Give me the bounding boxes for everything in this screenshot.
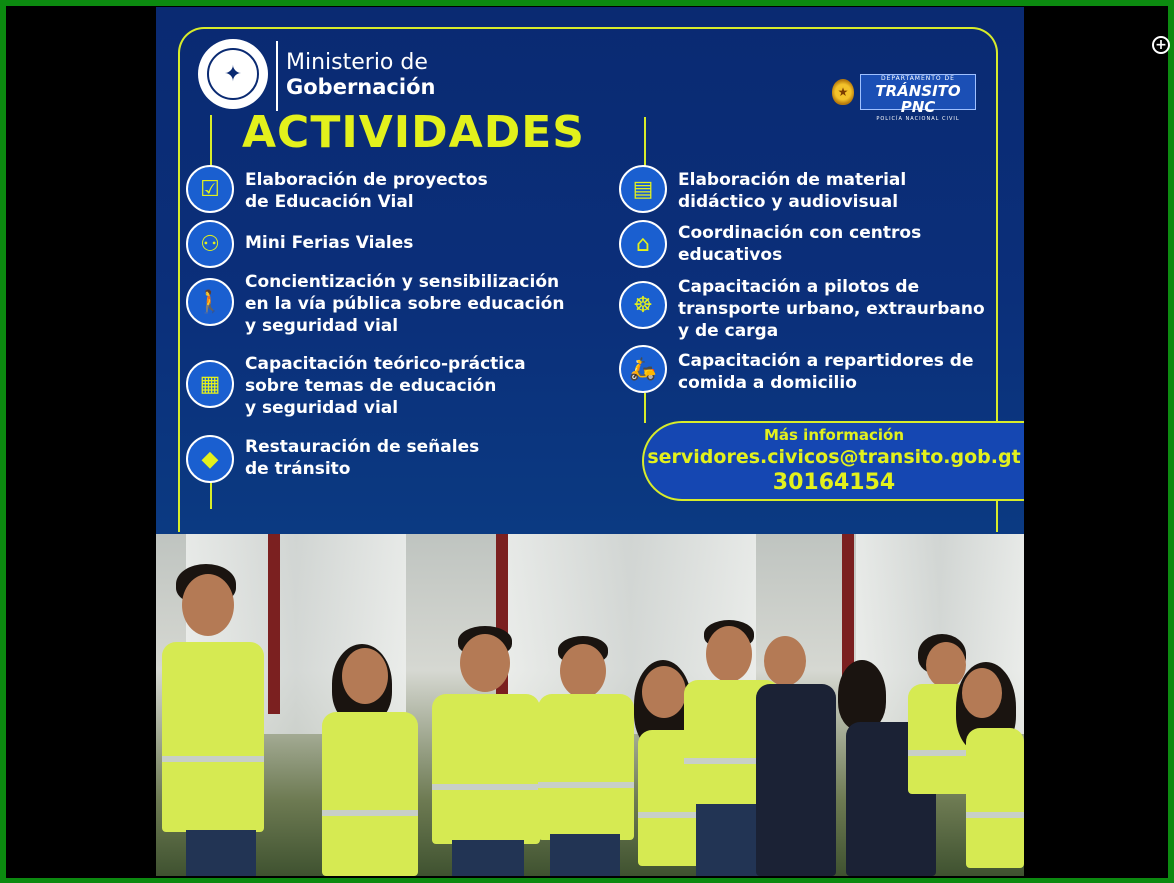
activity-item	[619, 345, 998, 394]
reflective-vest	[966, 728, 1024, 868]
person-legs	[186, 830, 256, 876]
school-crossing-sign-icon: ◆	[186, 435, 234, 483]
layout-material-icon: ▤	[619, 165, 667, 213]
people-meeting-icon: ⚇	[186, 220, 234, 268]
activity-label: Restauración de señales de tránsito	[245, 437, 480, 479]
person-head	[342, 648, 388, 704]
person-head	[962, 668, 1002, 718]
logo-divider	[276, 41, 278, 111]
activity-label: Elaboración de proyectos de Educación Vial	[245, 170, 488, 212]
classroom-icon: ▦	[186, 360, 234, 408]
person-head	[560, 644, 606, 698]
activity-item	[186, 272, 585, 337]
right-connector-line	[644, 117, 646, 167]
ministry-name	[286, 51, 435, 99]
school-building-icon: ⌂	[619, 220, 667, 268]
person-head	[764, 636, 806, 686]
person-head	[642, 666, 686, 718]
transito-bottom: POLICÍA NACIONAL CIVIL	[876, 116, 960, 122]
reflective-vest	[538, 694, 634, 840]
clipboard-gear-icon: ☑	[186, 165, 234, 213]
person-legs	[550, 834, 620, 876]
activity-item	[186, 354, 575, 419]
zoom-in-icon[interactable]: +	[1152, 36, 1170, 54]
transito-box	[860, 74, 976, 122]
contact-phone: 30164154	[772, 470, 896, 495]
person-legs	[452, 840, 524, 876]
ministry-line2: Gobernación	[286, 75, 436, 99]
contact-heading: Más información	[763, 426, 905, 444]
person-head	[182, 574, 234, 636]
activity-label: Elaboración de material didáctico y audiovisual	[678, 170, 907, 212]
activity-item	[619, 277, 998, 342]
right-connector-line-bottom	[644, 393, 646, 423]
ministry-line1: Ministerio de	[286, 50, 428, 75]
activity-label: Capacitación teórico-práctica sobre temas de educación y seguridad vial	[245, 354, 526, 418]
guatemala-seal-logo	[198, 39, 268, 109]
activity-item	[186, 165, 575, 213]
reflective-vest	[162, 642, 264, 832]
transito-pnc-logo	[832, 74, 976, 122]
reflective-vest	[322, 712, 418, 876]
delivery-scooter-icon: 🛵	[619, 345, 667, 393]
driver-wheel-icon: ☸	[619, 281, 667, 329]
activities-poster	[156, 7, 1024, 876]
transito-name: TRÁNSITO PNC	[875, 82, 961, 116]
activity-label: Coordinación con centros educativos	[678, 223, 922, 265]
person-hair	[838, 660, 886, 730]
contact-email-link[interactable]: servidores.civicos@transito.gob.gt	[647, 446, 1021, 468]
pedestrian-crossing-icon: 🚶	[186, 278, 234, 326]
person-head	[460, 634, 510, 692]
activity-item	[619, 220, 1008, 268]
transito-top: DEPARTAMENTO DE	[881, 75, 955, 82]
activity-item	[186, 220, 575, 268]
person-head	[926, 642, 966, 688]
reflective-vest	[432, 694, 540, 844]
police-officer	[756, 684, 836, 876]
activity-item	[186, 435, 575, 483]
activity-label: Mini Ferias Viales	[245, 233, 414, 253]
police-badge-icon: ★	[832, 79, 854, 105]
activity-item	[619, 165, 1008, 213]
volunteers-group-photo	[156, 534, 1024, 876]
person-head	[706, 626, 752, 682]
quetzal-emblem-icon: ✦	[207, 48, 259, 100]
contact-info-box	[642, 421, 1024, 501]
activity-label: Capacitación a repartidores de comida a domicilio	[678, 351, 974, 393]
pillar	[268, 534, 280, 714]
activity-label: Concientización y sensibilización en la vía pública sobre educación y seguridad vial	[245, 272, 565, 336]
poster-header-panel	[156, 7, 1024, 534]
page-title: ACTIVIDADES	[242, 107, 585, 158]
activity-label: Capacitación a pilotos de transporte urbano, extraurbano y de carga	[678, 277, 985, 341]
